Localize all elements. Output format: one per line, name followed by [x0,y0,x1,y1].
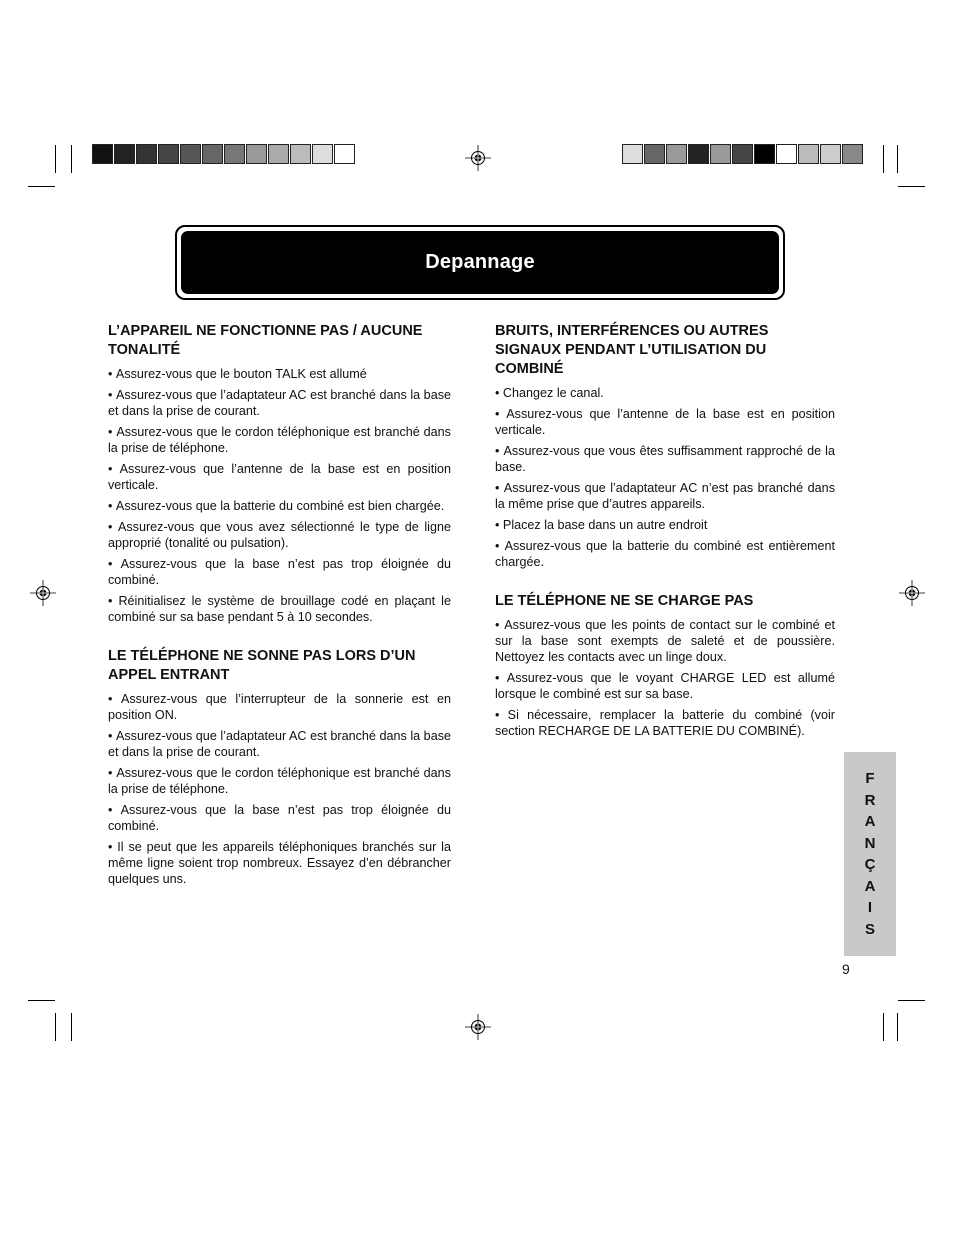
crop-mark [898,186,925,187]
color-swatch [820,144,841,164]
registration-mark-icon [465,145,491,171]
troubleshooting-section [495,322,835,570]
list-item: • Si nécessaire, remplacer la batterie du combiné (voir section RECHARGE DE LA BATTERIE DU COMBINÉ). [495,707,835,739]
crop-mark [883,145,884,173]
color-swatch [224,144,245,164]
list-item: • Assurez-vous que l’adaptateur AC n’est pas branché dans la même prise que d’autres appareils. [495,480,835,512]
crop-mark [897,145,898,173]
crop-mark [883,1013,884,1041]
bullet-list [108,366,451,625]
registration-mark-icon [899,580,925,606]
list-item: • Assurez-vous que vous êtes suffisamment rapproché de la base. [495,443,835,475]
list-item: • Placez la base dans un autre endroit [495,517,835,533]
color-calibration-bar-right [622,144,864,164]
side-tab-letter: A [864,877,876,895]
list-item: • Assurez-vous que la batterie du combiné est entièrement chargée. [495,538,835,570]
crop-mark [71,145,72,173]
color-swatch [158,144,179,164]
registration-mark-icon [30,580,56,606]
title-banner [181,231,779,294]
crop-mark [28,1000,55,1001]
crop-mark [71,1013,72,1041]
list-item: • Assurez-vous que le cordon téléphonique est branché dans la prise de téléphone. [108,765,451,797]
title-frame [175,225,785,300]
left-column [108,322,451,909]
color-swatch [136,144,157,164]
color-swatch [754,144,775,164]
section-heading: BRUITS, INTERFÉRENCES OU AUTRES SIGNAUX PENDANT L’UTILISATION DU COMBINÉ [495,323,769,377]
color-swatch [202,144,223,164]
side-tab-letter: A [864,813,876,830]
color-swatch [666,144,687,164]
side-tab-letter: Ç [864,856,876,873]
color-calibration-bar-left [92,144,356,164]
section-heading: LE TÉLÉPHONE NE SONNE PAS LORS D’UN APPEL ENTRANT [108,648,416,683]
color-swatch [798,144,819,164]
crop-mark [897,1013,898,1041]
side-tab-letter: R [864,791,876,809]
color-swatch [268,144,289,164]
list-item: • Assurez-vous que la batterie du combiné est bien chargée. [108,498,451,514]
list-item: • Assurez-vous que le voyant CHARGE LED est allumé lorsque le combiné est sur sa base. [495,670,835,702]
section-heading: L’APPAREIL NE FONCTIONNE PAS / AUCUNE TONALITÉ [108,323,423,358]
section-heading: LE TÉLÉPHONE NE SE CHARGE PAS [495,593,754,609]
page-number: 9 [842,961,850,977]
list-item: • Réinitialisez le système de brouillage codé en plaçant le combiné sur sa base pendant 5 à 10 secondes. [108,593,451,625]
bullet-list [495,385,835,570]
bullet-list [108,691,451,887]
side-tab-letter: F [865,770,875,787]
list-item: • Assurez-vous que l’antenne de la base est en position verticale. [495,406,835,438]
color-swatch [622,144,643,164]
list-item: • Assurez-vous que l’adaptateur AC est branché dans la base et dans la prise de courant. [108,728,451,760]
color-swatch [334,144,355,164]
list-item: • Changez le canal. [495,385,835,401]
list-item: • Assurez-vous que la base n’est pas trop éloignée du combiné. [108,802,451,834]
crop-mark [55,145,56,173]
list-item: • Assurez-vous que l’adaptateur AC est branché dans la base et dans la prise de courant. [108,387,451,419]
color-swatch [114,144,135,164]
right-column [495,322,835,761]
list-item: • Assurez-vous que le cordon téléphonique est branché dans la prise de téléphone. [108,424,451,456]
color-swatch [776,144,797,164]
troubleshooting-section [495,592,835,739]
side-tab-letter: S [864,920,875,938]
list-item: • Assurez-vous que l’interrupteur de la sonnerie est en position ON. [108,691,451,723]
troubleshooting-section [108,322,451,625]
crop-mark [55,1013,56,1041]
color-swatch [290,144,311,164]
color-swatch [710,144,731,164]
color-swatch [644,144,665,164]
color-swatch [246,144,267,164]
color-swatch [92,144,113,164]
troubleshooting-section [108,647,451,887]
color-swatch [312,144,333,164]
crop-mark [898,1000,925,1001]
side-tab-letter: N [864,834,876,852]
list-item: • Assurez-vous que vous avez sélectionné le type de ligne approprié (tonalité ou pulsation). [108,519,451,551]
color-swatch [688,144,709,164]
registration-mark-icon [465,1014,491,1040]
list-item: • Il se peut que les appareils téléphoniques branchés sur la même ligne soient trop nombreux. Essayez d’en débrancher quelques uns. [108,839,451,887]
list-item: • Assurez-vous que les points de contact sur le combiné et sur la base sont exempts de saleté et de poussière. Nettoyez les contacts avec un linge doux. [495,617,835,665]
list-item: • Assurez-vous que le bouton TALK est allumé [108,366,451,382]
color-swatch [180,144,201,164]
list-item: • Assurez-vous que la base n’est pas trop éloignée du combiné. [108,556,451,588]
language-side-tab [844,752,896,956]
crop-mark [28,186,55,187]
color-swatch [732,144,753,164]
bullet-list [495,617,835,739]
page-title: Depannage [425,251,535,273]
list-item: • Assurez-vous que l’antenne de la base est en position verticale. [108,461,451,493]
color-swatch [842,144,863,164]
side-tab-letter: I [867,899,873,916]
